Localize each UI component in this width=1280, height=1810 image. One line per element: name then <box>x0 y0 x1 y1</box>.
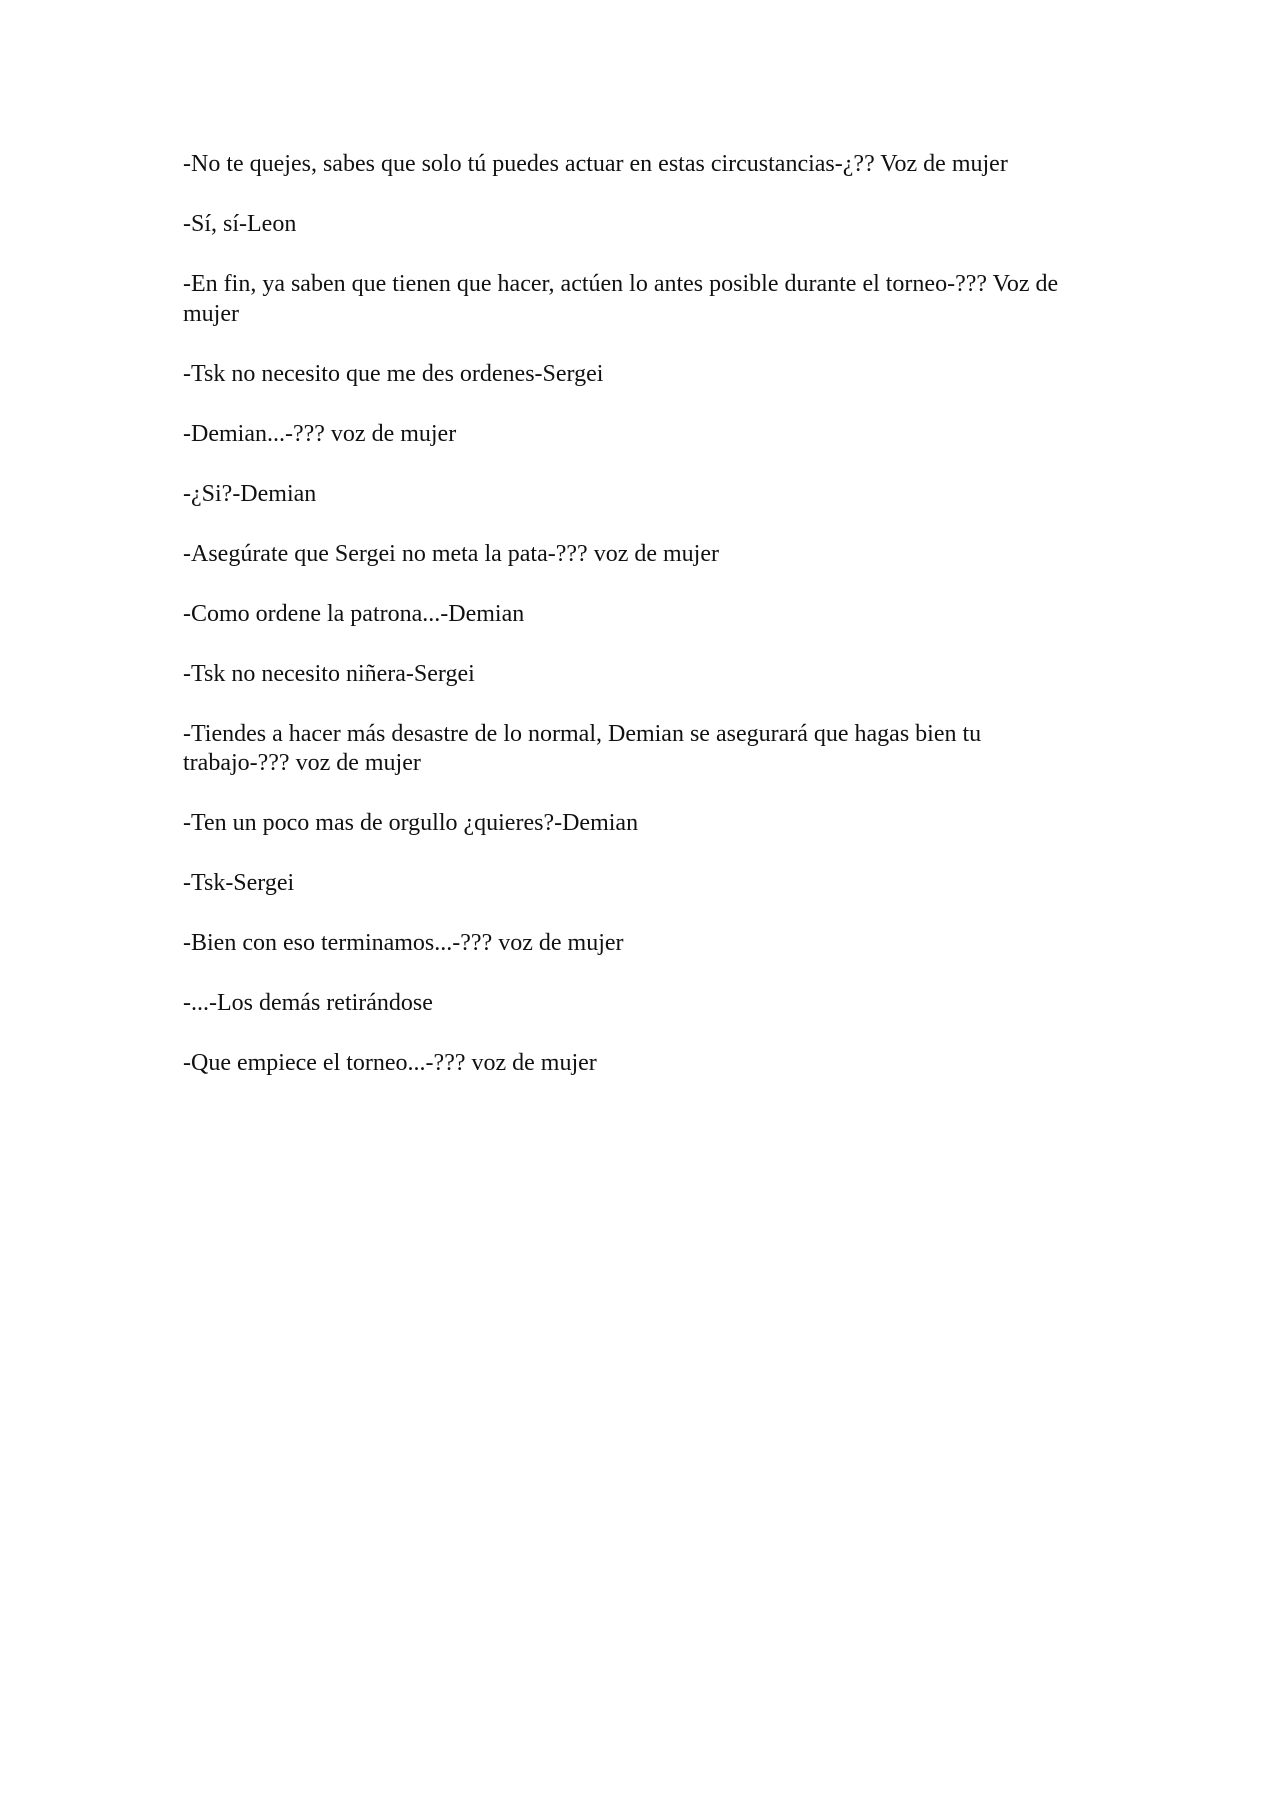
dialogue-line: -Como ordene la patrona...-Demian <box>183 600 525 627</box>
dialogue-line: -Bien con eso terminamos...-??? voz de mujer <box>183 930 624 956</box>
dialogue-line: -Asegúrate que Sergei no meta la pata-??? voz de mujer <box>183 540 719 567</box>
document-body <box>183 150 1088 1109</box>
dialogue-line: -Tsk no necesito niñera-Sergei <box>183 660 475 687</box>
dialogue-line: -En fin, ya saben que tienen que hacer, actúen lo antes posible durante el torneo-??? Voz de mujer <box>183 271 1059 327</box>
dialogue-line: -Ten un poco mas de orgullo ¿quieres?-Demian <box>183 810 639 836</box>
dialogue-line: -Que empiece el torneo...-??? voz de mujer <box>183 1050 597 1076</box>
dialogue-line: -Tiendes a hacer más desastre de lo normal, Demian se asegurará que hagas bien tu trabajo-??? voz de mujer <box>183 720 982 776</box>
dialogue-line: -Demian...-??? voz de mujer <box>183 420 457 447</box>
dialogue-line: -...-Los demás retirándose <box>183 990 433 1016</box>
dialogue-line: -¿Si?-Demian <box>183 480 317 507</box>
dialogue-line: -No te quejes, sabes que solo tú puedes actuar en estas circustancias-¿?? Voz de mujer <box>183 151 1008 177</box>
dialogue-line: -Tsk no necesito que me des ordenes-Sergei <box>183 360 604 387</box>
dialogue-line: -Tsk-Sergei <box>183 870 295 896</box>
dialogue-line: -Sí, sí-Leon <box>183 211 297 237</box>
